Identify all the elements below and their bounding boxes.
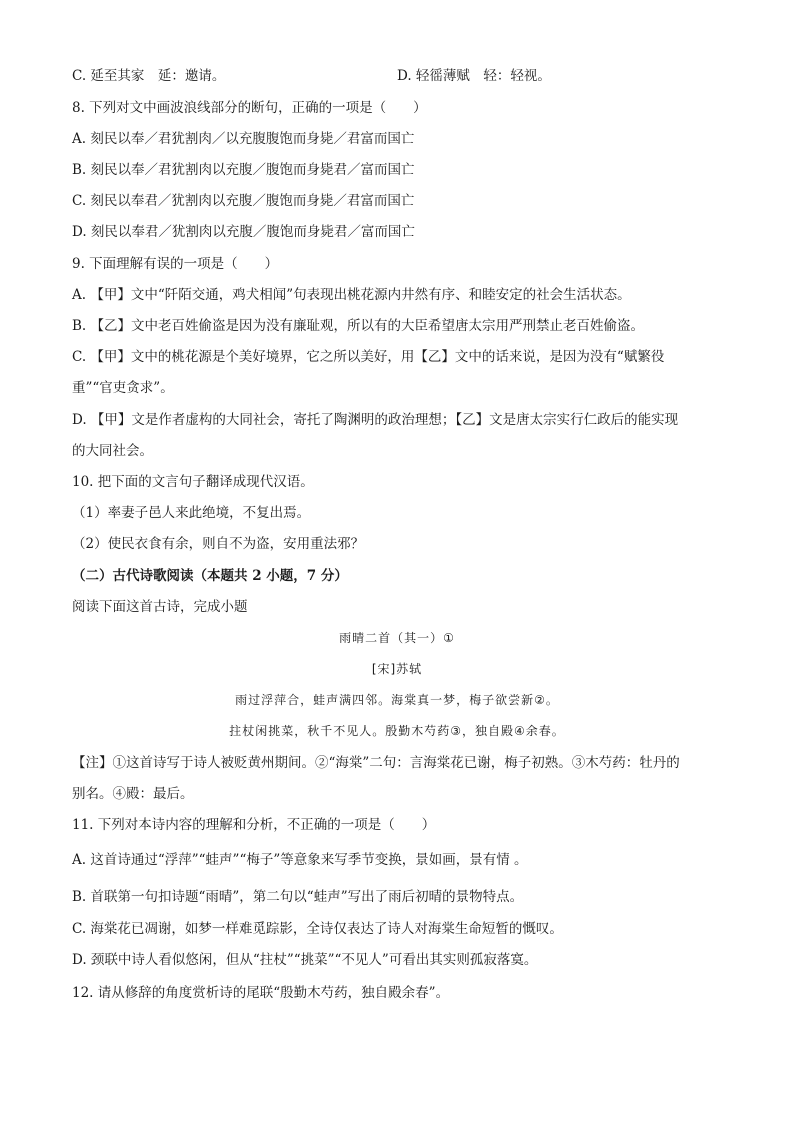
- q9-stem: 9. 下面理解有误的一项是（ ）: [72, 256, 279, 272]
- poem-line-2: 拄杖闲挑菜，秋千不见人。殷勤木芍药③，独自殿④余春。: [229, 724, 565, 738]
- q9-option-c-cont: 重”“官吏贪求”。: [72, 380, 174, 396]
- q10-item-2: （2）使民衣食有余，则自不为盗，安用重法邪？: [72, 536, 365, 552]
- q8-option-b: B. 刻民以奉／君犹割肉以充腹／腹饱而身毙君／富而国亡: [72, 162, 415, 178]
- q8-stem: 8. 下列对文中画波浪线部分的断句，正确的一项是（ ）: [72, 100, 427, 116]
- q11-option-a: A. 这首诗通过“浮萍”“蛙声”“梅子”等意象来写季节变换，景如画，景有情 。: [72, 852, 528, 868]
- q11-option-b: B. 首联第一句扣诗题“雨晴”，第二句以“蛙声”写出了雨后初晴的景物特点。: [72, 889, 524, 905]
- poem-line-1: 雨过浮萍合，蛙声满四邻。海棠真一梦，梅子欲尝新②。: [235, 693, 559, 707]
- q8-option-d: D. 刻民以奉君／犹割肉以充腹／腹饱而身毙君／富而国亡: [72, 224, 415, 240]
- q8-option-a: A. 刻民以奉／君犹割肉／以充腹腹饱而身毙／君富而国亡: [72, 131, 415, 147]
- q10-item-1: （1）率妻子邑人来此绝境，不复出焉。: [72, 505, 311, 521]
- poem-notes-cont: 别名。④殿：最后。: [72, 786, 194, 802]
- q11-option-c: C. 海棠花已凋谢，如梦一样难觅踪影，全诗仅表达了诗人对海棠生命短暂的慨叹。: [72, 921, 563, 937]
- q9-option-b: B. 【乙】文中老百姓偷盗是因为没有廉耻观，所以有的大臣希望唐太宗用严刑禁止老百姓偷盗。: [72, 318, 645, 334]
- q9-option-d-cont: 的大同社会。: [72, 443, 153, 459]
- q11-stem: 11. 下列对本诗内容的理解和分析，不正确的一项是（ ）: [72, 817, 436, 833]
- q9-option-d: D. 【甲】文是作者虚构的大同社会，寄托了陶渊明的政治理想；【乙】文是唐太宗实行仁政后的能实现: [72, 412, 679, 428]
- q7-option-c: C. 延至其家 延：邀请。: [72, 68, 226, 84]
- section-heading: （二）古代诗歌阅读（本题共 2 小题，7 分）: [72, 568, 348, 584]
- q9-option-a: A. 【甲】文中“阡陌交通，鸡犬相闻”句表现出桃花源内井然有序、和睦安定的社会生活状态。: [72, 287, 631, 303]
- q7-option-d: D. 轻徭薄赋 轻：轻视。: [397, 68, 551, 84]
- reading-instruction: 阅读下面这首古诗，完成小题: [72, 599, 248, 615]
- poem-author: [宋]苏轼: [371, 662, 423, 676]
- poem-notes: 【注】①这首诗写于诗人被贬黄州期间。②“海棠”二句：言海棠花已谢，梅子初熟。③木芍药：牡丹的: [72, 755, 680, 771]
- poem-title: 雨晴二首（其一）①: [339, 631, 455, 645]
- q8-option-c: C. 刻民以奉君／犹割肉以充腹／腹饱而身毙／君富而国亡: [72, 193, 415, 209]
- q12-stem: 12. 请从修辞的角度赏析诗的尾联“殷勤木芍药，独自殿余春”。: [72, 985, 450, 1001]
- q10-stem: 10. 把下面的文言句子翻译成现代汉语。: [72, 474, 314, 490]
- q9-option-c: C. 【甲】文中的桃花源是个美好境界，它之所以美好，用【乙】文中的话来说，是因为没有“赋繁役: [72, 349, 665, 365]
- q11-option-d: D. 颈联中诗人看似悠闲，但从“拄杖”“挑菜”“不见人”可看出其实则孤寂落寞。: [72, 952, 538, 968]
